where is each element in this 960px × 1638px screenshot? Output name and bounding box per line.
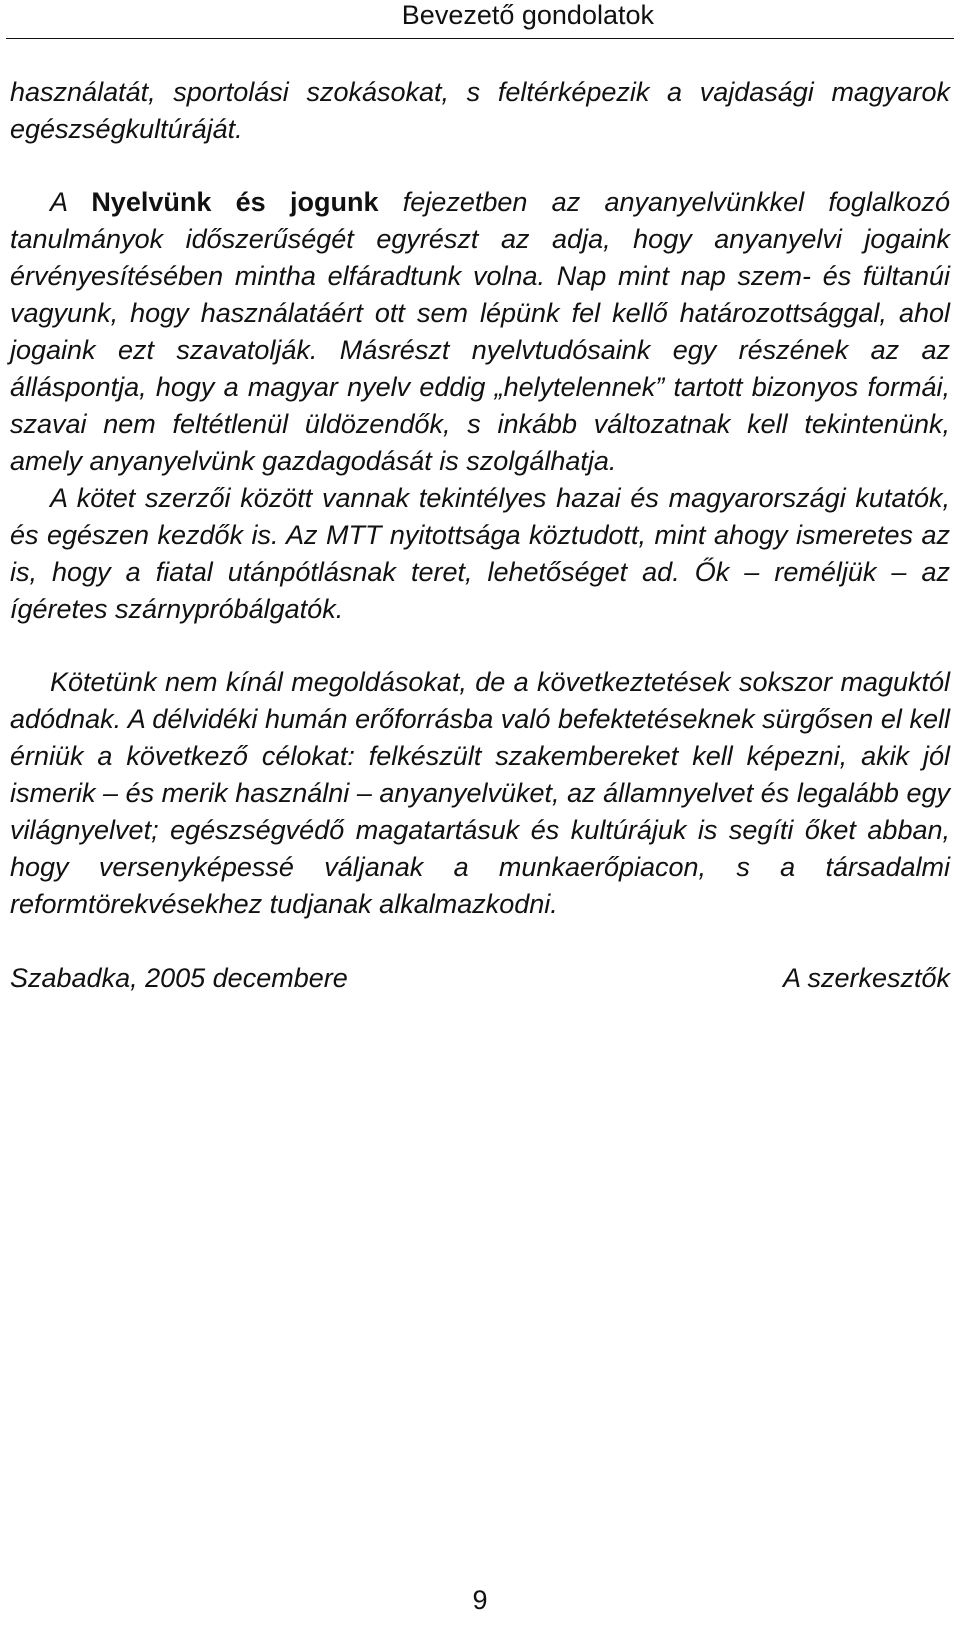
signoff <box>10 960 950 997</box>
chapter-title-bold: Nyelvünk és jogunk <box>91 187 379 217</box>
paragraph-prefix: A <box>50 187 92 217</box>
signoff-authors: A szerkesztők <box>782 963 950 993</box>
paragraph-chapter-nyelv <box>10 184 950 480</box>
paragraph-text: fejezetben az anyanyelvünkkel foglalkozó tanulmányok időszerűségét egyrészt az adja, hogy anyanyelvi jogaink érvényesítésében mintha elfáradtunk volna. Nap mint nap szem- és fültanúi vagyunk, hogy használatáért ott sem lépünk fel kellő határozottsággal, ahol jogaink ezt szavatolják. Másrészt nyelvtudósaink egy részének az az álláspontja, hogy a magyar nyelv eddig „helytelennek” tartott bizonyos formái, szavai nem feltétlenül üldözendők, s inkább változatnak kell tekintenünk, amely anyanyelvünk gazdagodását is szolgálhatja. <box>10 187 950 476</box>
page-number: 9 <box>472 1585 488 1615</box>
page-body <box>10 74 950 997</box>
running-header <box>6 0 954 39</box>
paragraph-authors: A kötet szerzői között vannak tekintélyes hazai és magyarországi kutatók, és egészen kezdők is. Az MTT nyitottsága köztudott, mint ahogy ismeretes az is, hogy a fiatal utánpótlásnak teret, lehetőséget ad. Ők – reméljük – az ígéretes szárnypróbálgatók. <box>10 483 950 624</box>
signoff-place-date: Szabadka, 2005 decembere <box>10 963 348 993</box>
paragraph-continuation: használatát, sportolási szokásokat, s feltérképezik a vajdasági magyarok egészségkultúráját. <box>10 77 950 144</box>
paragraph-gap <box>10 148 950 184</box>
paragraph-gap <box>10 628 950 664</box>
paragraph-conclusion: Kötetünk nem kínál megoldásokat, de a következtetések sokszor maguktól adódnak. A délvidéki humán erőforrásba való befektetéseknek sürgősen el kell érniük a következő célokat: felkészült szakembereket kell képezni, akik jól ismerik – és merik használni – anyanyelvüket, az államnyelvet és legalább egy világnyelvet; egészségvédő magatartásuk és kultúrájuk is segíti őket abban, hogy versenyképessé váljanak a munkaerőpiacon, s a társadalmi reformtörekvésekhez tudjanak alkalmazkodni. <box>10 667 950 919</box>
running-title: Bevezető gondolatok <box>401 0 654 30</box>
